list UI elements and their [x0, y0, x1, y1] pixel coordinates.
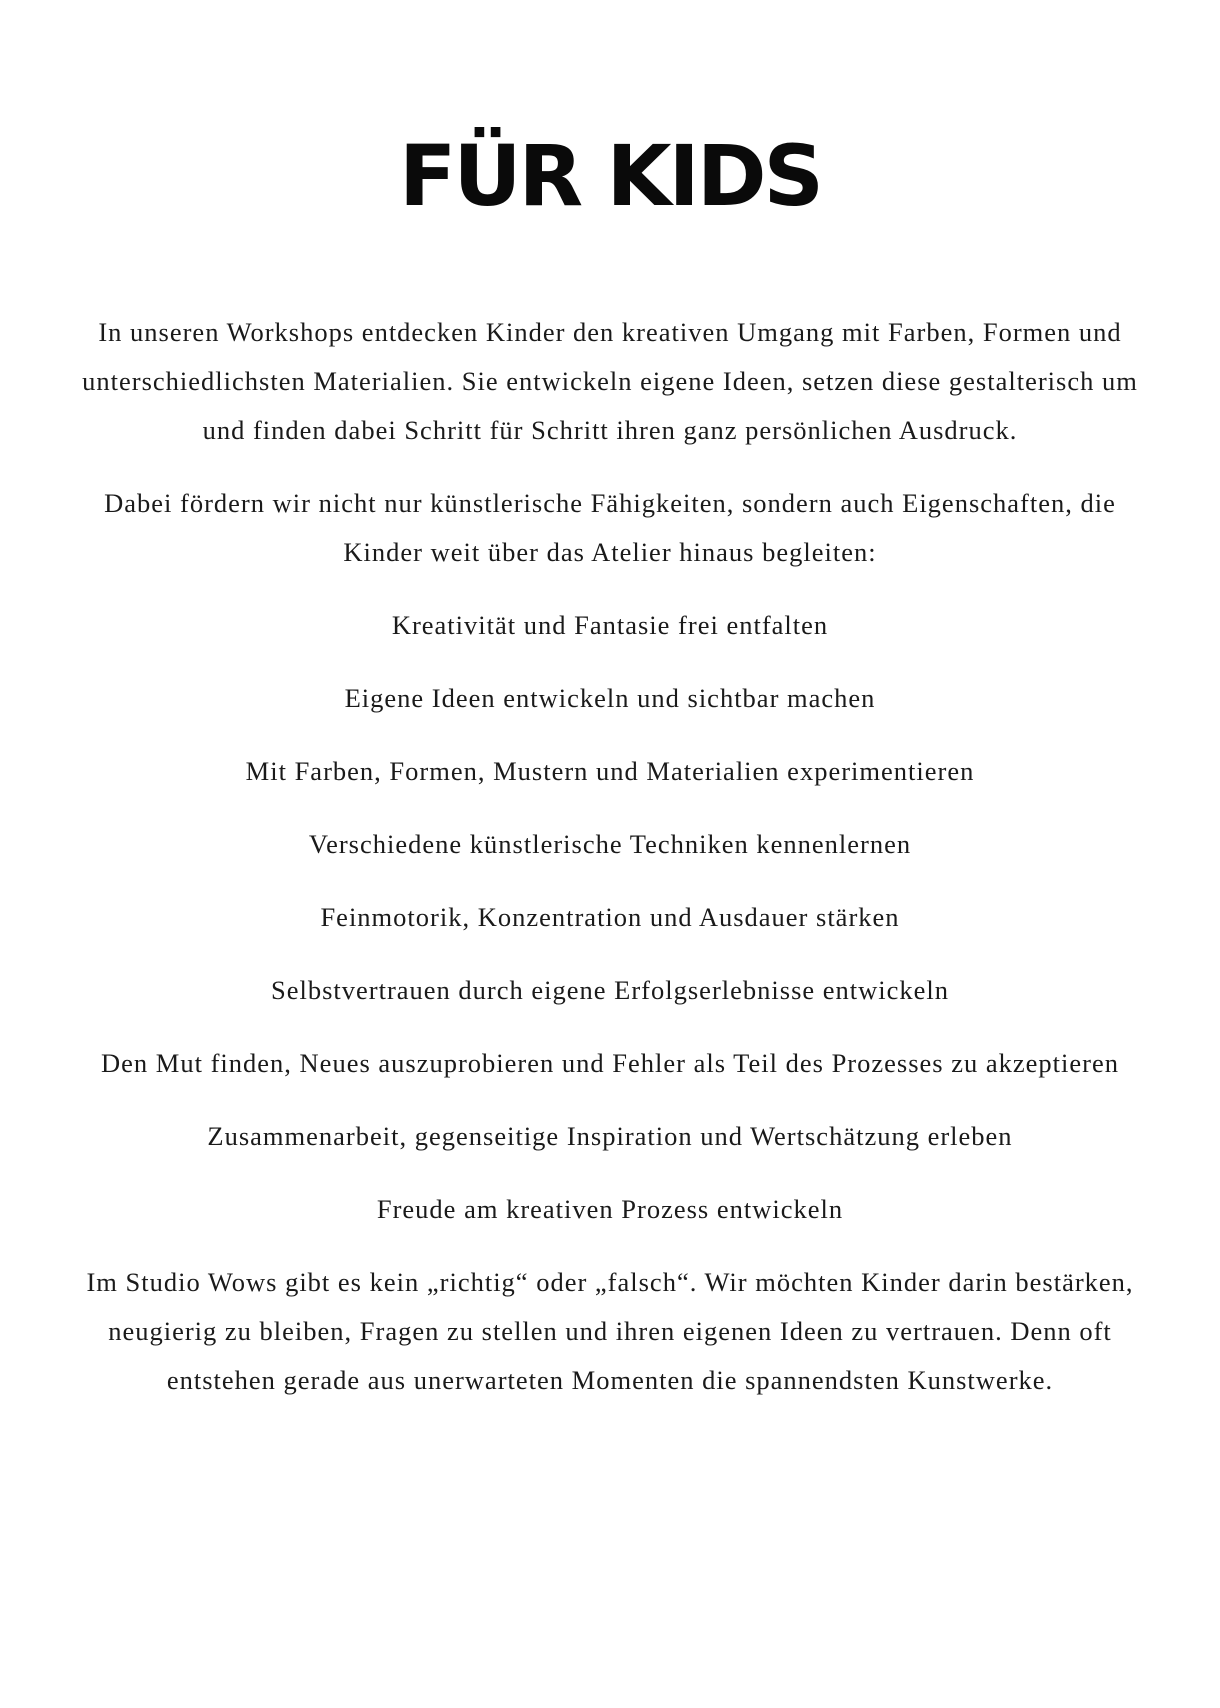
list-item: Zusammenarbeit, gegenseitige Inspiration und Wertschätzung erleben [207, 1121, 1013, 1151]
benefits-list [80, 601, 1140, 1234]
list-item: Freude am kreativen Prozess entwickeln [376, 1194, 844, 1224]
page-title: FÜR KIDS [398, 127, 822, 225]
content-block [80, 308, 1140, 1405]
closing-paragraph: Im Studio Wows gibt es kein „richtig“ oder „falsch“. Wir möchten Kinder darin bestärken, neugierig zu bleiben, Fragen zu stellen und ihren eigenen Ideen zu vertrauen. Denn oft entstehen gerade aus unerwarteten Momenten die spannendsten Kunstwerke. [86, 1267, 1134, 1395]
list-item: Mit Farben, Formen, Mustern und Materialien experimentieren [245, 756, 975, 786]
intro-paragraph: In unseren Workshops entdecken Kinder den kreativen Umgang mit Farben, Formen und unterschiedlichsten Materialien. Sie entwickeln eigene Ideen, setzen diese gestalterisch um und finden dabei Schritt für Schritt ihren ganz persönlichen Ausdruck. [82, 317, 1138, 445]
list-item: Feinmotorik, Konzentration und Ausdauer stärken [320, 902, 900, 932]
list-item: Selbstvertrauen durch eigene Erfolgserlebnisse entwickeln [270, 975, 950, 1005]
list-item: Kreativität und Fantasie frei entfalten [391, 610, 829, 640]
lead-paragraph: Dabei fördern wir nicht nur künstlerische Fähigkeiten, sondern auch Eigenschaften, die Kinder weit über das Atelier hinaus begleiten: [104, 488, 1116, 567]
list-item: Verschiedene künstlerische Techniken kennenlernen [308, 829, 912, 859]
list-item: Den Mut finden, Neues auszuprobieren und Fehler als Teil des Prozesses zu akzeptieren [101, 1048, 1119, 1078]
list-item: Eigene Ideen entwickeln und sichtbar machen [344, 683, 876, 713]
